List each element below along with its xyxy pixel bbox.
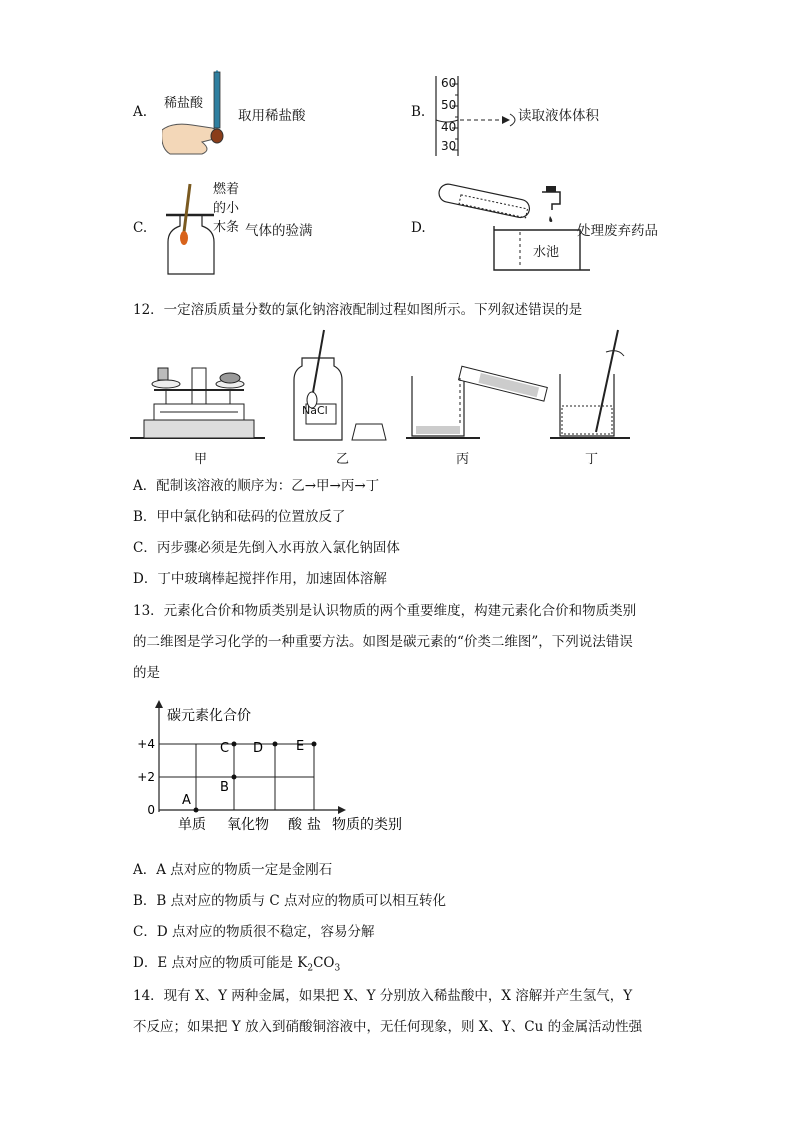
x-tick-labels	[178, 816, 321, 833]
x-tick-label: 酸	[288, 817, 302, 833]
tick-30: 30	[441, 139, 457, 153]
q13-option-b: B．B 点对应的物质与 C 点对应的物质可以相互转化	[133, 893, 447, 909]
q14-line-2: 不反应；如果把 Y 放入到硝酸铜溶液中，无任何现象，则 X、Y、Cu 的金属活动性强	[133, 1019, 643, 1035]
option-a-caption: 取用稀盐酸	[238, 108, 306, 124]
dropper-hand-figure	[162, 70, 242, 156]
q13-stem-line-1: 13．元素化合价和物质类别是认识物质的两个重要维度，构建元素化合价和物质类别	[133, 603, 637, 619]
fig-label-yi: 乙	[336, 452, 350, 467]
q13-option-d-prefix: D．E 点对应的物质可能是 K	[133, 955, 308, 971]
q12-option-d: D．丁中玻璃棒起搅拌作用，加速固体溶解	[133, 571, 387, 587]
q13-stem-line-3: 的是	[133, 665, 160, 681]
tick-40: 40	[441, 120, 457, 134]
option-c-caption: 气体的验满	[245, 223, 313, 239]
q13-option-d-sub1: 2	[307, 963, 314, 974]
x-axis-arrow	[338, 806, 346, 814]
point-label: A	[182, 793, 191, 808]
fig-label-jia: 甲	[194, 452, 208, 467]
tick-50: 50	[441, 98, 457, 112]
chart-point	[232, 742, 237, 747]
dropper-label: 稀盐酸	[164, 92, 203, 111]
option-d-caption: 处理废弃药品	[577, 223, 658, 239]
nacl-label: NaCl	[302, 404, 328, 417]
sink-disposal-figure	[430, 182, 590, 274]
point-label: D	[253, 741, 264, 756]
option-a-letter: A.	[133, 104, 148, 120]
pouring-figure	[406, 366, 547, 438]
option-b-letter: B.	[411, 104, 426, 120]
gas-bottle-figure	[160, 182, 220, 278]
fig-label-bing: 丙	[456, 452, 470, 467]
x-tick-label: 盐	[307, 817, 321, 833]
q13-option-a: A．A 点对应的物质一定是金刚石	[133, 862, 333, 878]
q12-stem: 12．一定溶质质量分数的氯化钠溶液配制过程如图所示。下列叙述错误的是	[133, 302, 583, 318]
q12-option-b: B．甲中氯化钠和砝码的位置放反了	[133, 509, 346, 525]
chart-points	[182, 739, 317, 813]
wood-label-line: 木条	[213, 220, 240, 235]
point-label: B	[220, 780, 229, 795]
nacl-bottle-figure	[294, 330, 386, 440]
wood-label-line: 的小	[213, 201, 240, 216]
q13-stem-line-2: 的二维图是学习化学的一种重要方法。如图是碳元素的“价类二维图”，下列说法错误	[133, 634, 633, 650]
q13-option-d-mid: CO	[313, 955, 335, 971]
wood-label	[213, 180, 239, 237]
option-c-letter: C.	[133, 220, 148, 236]
y-tick-label: 0	[147, 803, 155, 817]
x-tick-label: 氧化物	[227, 817, 269, 833]
q13-option-d-sub2: 3	[334, 963, 341, 974]
option-d-letter: D.	[411, 220, 426, 236]
fig-label-ding: 丁	[585, 452, 599, 467]
chart-point	[194, 808, 199, 813]
q12-option-c: C．丙步骤必须是先倒入水再放入氯化钠固体	[133, 540, 400, 556]
q13-option-c: C．D 点对应的物质很不稳定，容易分解	[133, 924, 375, 940]
chart-point	[312, 742, 317, 747]
q13-option-d	[133, 951, 340, 974]
y-axis-arrow	[155, 700, 163, 708]
stirring-figure	[550, 330, 630, 438]
y-tick-label: +4	[137, 737, 155, 751]
y-tick-labels	[137, 737, 155, 817]
valence-chart	[120, 696, 440, 846]
q14-line-1: 14．现有 X、Y 两种金属，如果把 X、Y 分别放入稀盐酸中，X 溶解并产生氢气，Y	[133, 988, 633, 1004]
x-axis-label: 物质的类别	[332, 817, 402, 833]
point-label: E	[296, 739, 305, 754]
q12-option-a: A．配制该溶液的顺序为：乙→甲→丙→丁	[133, 478, 380, 494]
y-axis-label: 碳元素化合价	[167, 708, 251, 724]
chart-point	[232, 775, 237, 780]
wood-label-line: 燃着	[213, 182, 240, 197]
option-b-caption: 读取液体体积	[518, 108, 599, 124]
y-tick-label: +2	[137, 770, 155, 784]
balance-figure	[130, 368, 265, 438]
chart-point	[273, 742, 278, 747]
sink-label: 水池	[533, 245, 560, 260]
tick-60: 60	[441, 76, 457, 90]
q12-figure	[130, 328, 640, 468]
point-label: C	[220, 741, 230, 756]
x-tick-label: 单质	[178, 817, 206, 833]
